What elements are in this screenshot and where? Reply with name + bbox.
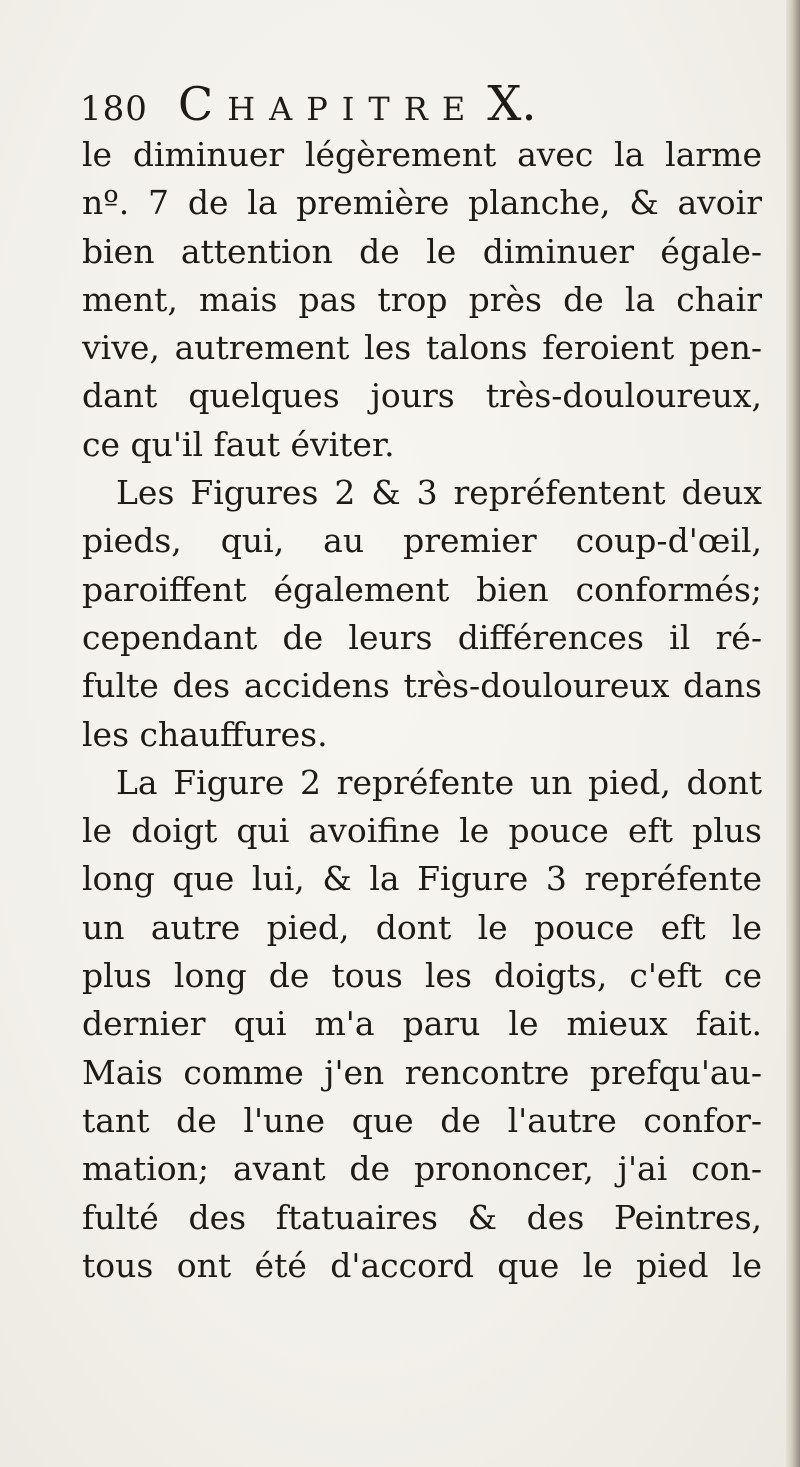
text-line: les chauffures. bbox=[82, 714, 328, 754]
text-line: La Figure 2 repréfente un pied, dont bbox=[116, 762, 762, 802]
text-line: fulté des ftatuaires & des Peintres, bbox=[82, 1197, 762, 1237]
text-line: le diminuer légèrement avec la larme bbox=[82, 135, 762, 174]
text-line: Les Figures 2 & 3 repréfentent deux bbox=[116, 473, 762, 513]
text-line: bien attention de le diminuer égale- bbox=[82, 231, 762, 271]
text-line: ce qu'il faut éviter. bbox=[82, 424, 395, 464]
chapter-number: X. bbox=[487, 76, 537, 132]
text-line: long que lui, & la Figure 3 repréfente bbox=[82, 859, 762, 899]
page-edge-shadow bbox=[786, 0, 800, 1467]
text-line: cependant de leurs différences il ré- bbox=[82, 617, 762, 657]
text-line: paroiffent également bien conformés; bbox=[82, 569, 762, 609]
text-line: le doigt qui avoifine le pouce eft plus bbox=[82, 811, 762, 851]
text-line: fulte des accidens très-douloureux dans bbox=[82, 666, 762, 706]
body-text bbox=[82, 131, 762, 1290]
text-line: pieds, qui, au premier coup-d'œil, bbox=[82, 521, 762, 561]
page-number: 180 bbox=[80, 89, 148, 129]
chapter-title: Chapitre bbox=[178, 77, 480, 131]
text-line: tant de l'une que de l'autre confor- bbox=[82, 1100, 762, 1140]
text-line: mation; avant de prononcer, j'ai con- bbox=[82, 1149, 762, 1189]
text-line: plus long de tous les doigts, c'eft ce bbox=[82, 956, 762, 996]
text-line: Mais comme j'en rencontre prefqu'au- bbox=[82, 1052, 762, 1092]
text-line: nº. 7 de la première planche, & avoir bbox=[82, 183, 762, 223]
text-line: dant quelques jours très-douloureux, bbox=[82, 376, 762, 416]
text-line: un autre pied, dont le pouce eft le bbox=[82, 907, 762, 947]
text-line: vive, autrement les talons feroient pen- bbox=[82, 328, 762, 368]
text-line: tous ont été d'accord que le pied le bbox=[82, 1245, 762, 1285]
text-line: dernier qui m'a paru le mieux fait. bbox=[82, 1004, 762, 1044]
text-line: ment, mais pas trop près de la chair bbox=[82, 279, 762, 319]
running-head bbox=[80, 74, 760, 134]
